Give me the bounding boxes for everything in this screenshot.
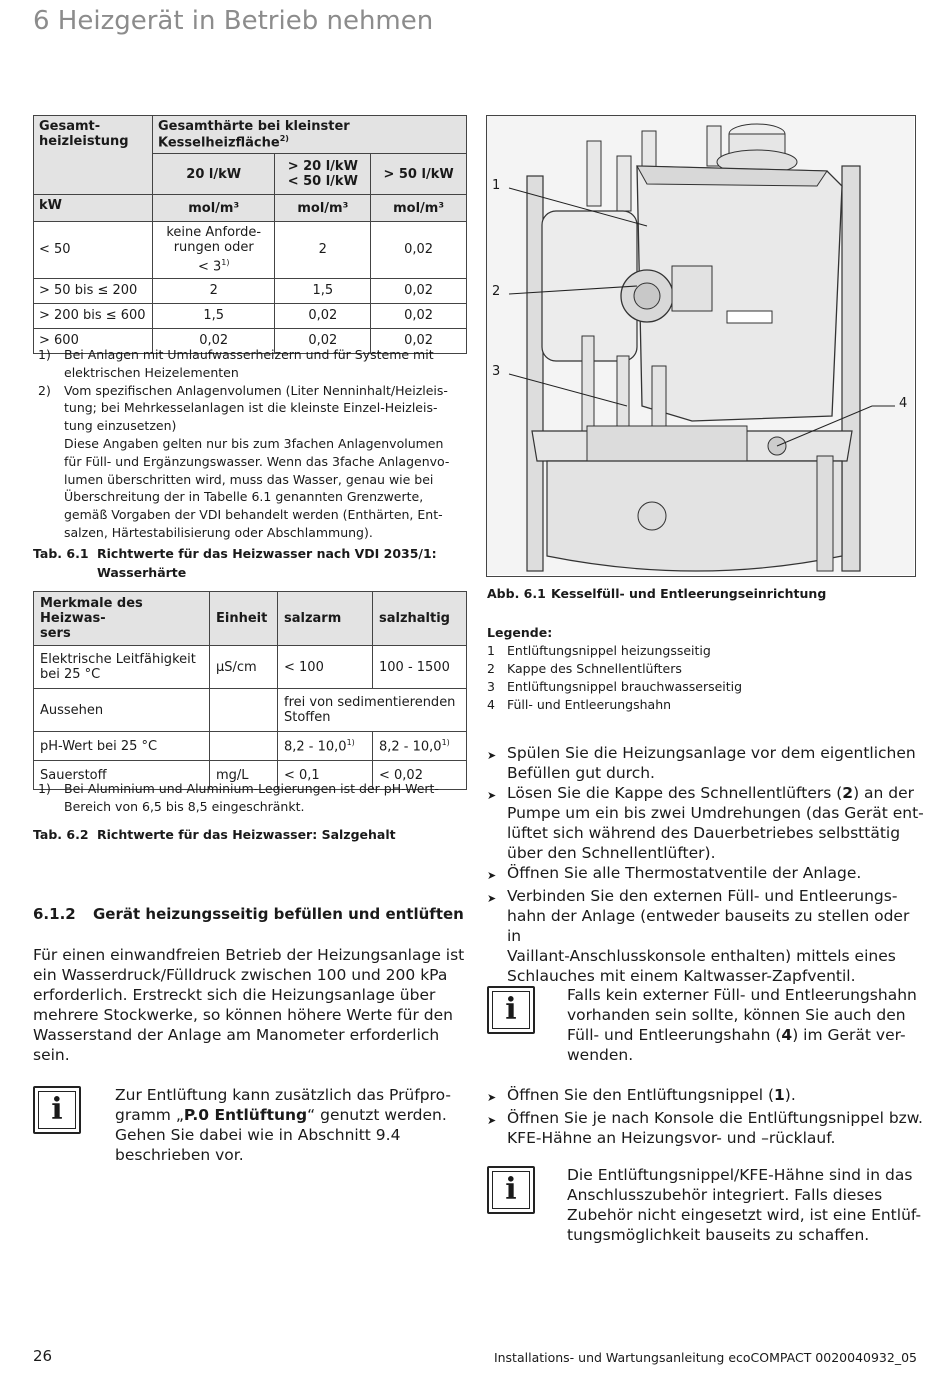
table-cell: < 50 [34, 222, 153, 278]
table-cell: µS/cm [210, 646, 278, 689]
table-cell: 8,2 - 10,0$^{1)}$ [373, 732, 467, 761]
sub-header-20: 20 l/kW [153, 154, 275, 195]
table-cell: < 0,02 [373, 761, 467, 790]
table-cell: < 100 [278, 646, 373, 689]
table-cell: < 0,1 [278, 761, 373, 790]
legend-title: Legende: [487, 625, 553, 640]
unit-kw: kW [34, 195, 153, 222]
footnote: 1) Bei Anlagen mit Umlaufwasserheizern und für Systeme mit elektrischen Heizelementen [38, 347, 434, 380]
bullet-arrow-icon: ➤ [487, 1114, 497, 1127]
table-row [34, 278, 467, 303]
info-icon: i [487, 986, 535, 1034]
table2-footnotes [38, 780, 468, 816]
table2-caption: Tab. 6.2 Richtwerte für das Heizwasser: Salzgehalt [33, 827, 396, 842]
col-header-property: Merkmale des Heizwas- sers [34, 592, 210, 646]
table-row [34, 689, 467, 732]
bullet-arrow-icon: ➤ [487, 749, 497, 762]
table-cell: 0,02 [371, 303, 467, 328]
info-icon: i [33, 1086, 81, 1134]
table-cell: frei von sedimentierenden Stoffen [278, 689, 467, 732]
list-item: ➤ Verbinden Sie den externen Füll- und Entleerungs- hahn der Anlage (entweder bauseits zu stellen oder in Vaillant-Anschlusskonsole enthalten) mittels eines Schlauches mit einem Kaltwasser-Zapfventil. [487, 887, 910, 985]
table-cell: pH-Wert bei 25 °C [34, 732, 210, 761]
list-item: ➤ Lösen Sie die Kappe des Schnellentlüfters (2) an der Pumpe um ein bis zwei Umdrehungen (das Gerät ent- lüftet sich während des Dauerbetriebes selbsttätig über den Schnellentlüfter). [487, 784, 924, 862]
figure-caption: Abb. 6.1 Kesselfüll- und Entleerungseinrichtung [487, 586, 827, 601]
table-cell: 0,02 [371, 278, 467, 303]
list-item: ➤ Öffnen Sie den Entlüftungsnippel (1). [487, 1085, 927, 1108]
unit-mol-2: mol/m³ [275, 195, 371, 222]
table-row [34, 303, 467, 328]
col-header-low-salt: salzarm [278, 592, 373, 646]
table-cell: 0,02 [275, 303, 371, 328]
list-item: ➤ Spülen Sie die Heizungsanlage vor dem eigentlichen Befüllen gut durch. [487, 744, 916, 782]
boiler-illustration [487, 116, 914, 575]
col-header-salty: salzhaltig [373, 592, 467, 646]
body-paragraph: Für einen einwandfreien Betrieb der Heizungsanlage ist ein Wasserdruck/Fülldruck zwischen 100 und 200 kPa erforderlich. Erstreckt sich die Heizungsanlage über mehrere Stockwerke, so können höhere Werte für den Wasserstand der Anlage am Manometer erforderlich sein. [33, 946, 465, 1064]
table-row [34, 646, 467, 689]
unit-mol-1: mol/m³ [153, 195, 275, 222]
callout-1: 1 [492, 178, 501, 193]
table-cell: 100 - 1500 [373, 646, 467, 689]
document-reference: Installations- und Wartungsanleitung ecoCOMPACT 0020040932_05 [493, 1350, 917, 1365]
bullet-arrow-icon: ➤ [487, 869, 497, 882]
list-item: 3 Entlüftungsnippel brauchwasserseitig [487, 679, 743, 694]
table1-caption: Tab. 6.1 Richtwerte für das Heizwasser nach VDI 2035/1: Wasserhärte [33, 546, 437, 580]
sub-header-50: > 50 l/kW [371, 154, 467, 195]
table-cell: > 200 bis ≤ 600 [34, 303, 153, 328]
info-note-1: Zur Entlüftung kann zusätzlich das Prüfpro- gramm „P.0 Entlüftung“ genutzt werden. Gehen Sie dabei wie in Abschnitt 9.4 beschrieben vor. [115, 1086, 451, 1164]
table-cell [210, 689, 278, 732]
instruction-list-1 [487, 743, 927, 986]
list-item: 4 Füll- und Entleerungshahn [487, 697, 672, 712]
footnote: 2) Vom spezifischen Anlagenvolumen (Liter Nenninhalt/Heizleis- tung; bei Mehrkesselanlagen ist die kleinste Einzel-Heizleis- tung einzusetzen) Diese Angaben gelten nur bis zum 3fachen Anlagenvolumen für Füll- und Ergänzungswasser. Wenn das 3fache Anlagenvo- lumen überschritten wird, muss das Wasser, genau wie bei Überschreitung der in Tabelle 6.1 genannten Grenzwerte, gemäß Vorgaben der VDI behandelt werden (Enthärten, Ent- salzen, Härtestabilisierung oder Abschlammung). [38, 382, 450, 540]
table-cell: keine Anforde- rungen oder < $3^{1)}$ [153, 222, 275, 278]
table-row [34, 732, 467, 761]
table1-footnotes [38, 346, 468, 542]
table-cell: Sauerstoff [34, 761, 210, 790]
bullet-arrow-icon: ➤ [487, 892, 497, 905]
list-item: 2 Kappe des Schnellentlüfters [487, 661, 682, 676]
list-item: 1 Entlüftungsnippel heizungsseitig [487, 643, 711, 658]
table-cell: 8,2 - 10,0$^{1)}$ [278, 732, 373, 761]
table-row [34, 222, 467, 278]
table-cell [210, 732, 278, 761]
page-number: 26 [33, 1347, 53, 1365]
unit-mol-3: mol/m³ [371, 195, 467, 222]
table-cell: 2 [275, 222, 371, 278]
section-title: Gerät heizungsseitig befüllen und entlüften [93, 905, 464, 923]
bullet-arrow-icon: ➤ [487, 789, 497, 802]
page-header-title: 6 Heizgerät in Betrieb nehmen [33, 6, 434, 36]
table-cell: 1,5 [153, 303, 275, 328]
table-cell: 0,02 [153, 328, 275, 353]
water-hardness-table [33, 115, 467, 354]
info-icon: i [487, 1166, 535, 1214]
callout-4: 4 [899, 396, 908, 411]
table-cell: 0,02 [371, 222, 467, 278]
info-note-2: Falls kein externer Füll- und Entleerungshahn vorhanden sein sollte, können Sie auch den Füll- und Entleerungshahn (4) im Gerät ver- wenden. [567, 986, 917, 1064]
table-cell: Aussehen [34, 689, 210, 732]
table-cell: 2 [153, 278, 275, 303]
table-cell: mg/L [210, 761, 278, 790]
callout-2: 2 [492, 284, 501, 299]
col-header-heating-power: Gesamt- heizleistung [34, 116, 153, 195]
info-note-3: Die Entlüftungsnippel/KFE-Hähne sind in das Anschlusszubehör integriert. Falls dieses Zubehör nicht eingesetzt wird, ist eine Entlüf- tungsmöglichkeit bauseits zu schaffen. [567, 1166, 922, 1244]
col-header-unit: Einheit [210, 592, 278, 646]
section-heading [33, 905, 473, 923]
instruction-list-2 [487, 1085, 927, 1148]
table-cell: 0,02 [275, 328, 371, 353]
group-header-total-hardness: Gesamthärte bei kleinster Kesselheizfläche$^{2)}$ [153, 116, 467, 154]
legend-list [487, 642, 917, 714]
table-cell: 1,5 [275, 278, 371, 303]
callout-3: 3 [492, 364, 501, 379]
table-cell: 0,02 [371, 328, 467, 353]
table-cell: > 600 [34, 328, 153, 353]
list-item: ➤ Öffnen Sie je nach Konsole die Entlüftungsnippel bzw. KFE-Hähne an Heizungsvor- und –rücklauf. [487, 1109, 923, 1147]
table-cell: > 50 bis ≤ 200 [34, 278, 153, 303]
footnote: 1) Bei Aluminium und Aluminium-Legierungen ist der pH-Wert- Bereich von 6,5 bis 8,5 eingeschränkt. [38, 781, 439, 814]
bullet-arrow-icon: ➤ [487, 1091, 497, 1104]
salt-content-table [33, 591, 467, 790]
table-cell: Elektrische Leitfähigkeit bei 25 °C [34, 646, 210, 689]
boiler-figure [486, 115, 916, 577]
sub-header-20-50: > 20 l/kW < 50 l/kW [275, 154, 371, 195]
section-number: 6.1.2 [33, 905, 76, 923]
list-item: ➤ Öffnen Sie alle Thermostatventile der Anlage. [487, 863, 927, 886]
